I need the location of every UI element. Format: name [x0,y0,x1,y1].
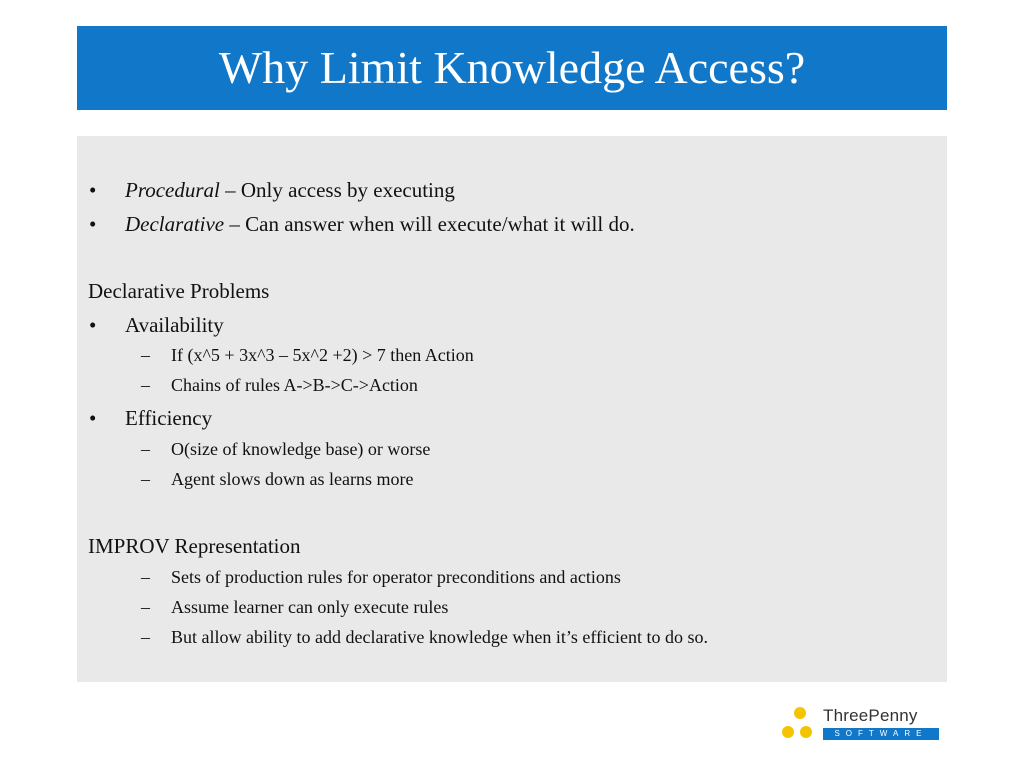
sub-item-text: Chains of rules A->B->C->Action [171,375,418,395]
dash-marker: – [141,375,150,395]
sub-item [141,469,413,490]
sub-item-text: But allow ability to add declarative knowledge when it’s efficient to do so. [171,627,709,647]
dash-marker: – [141,627,150,647]
sub-item [141,567,621,588]
term-procedural: Procedural [125,178,220,202]
sub-item-text: Agent slows down as learns more [171,469,414,489]
bullet-text: – Only access by executing [219,178,455,202]
bullet-marker: • [89,406,97,430]
dash-marker: – [141,439,150,459]
bullet-marker: • [89,313,97,337]
bullet-procedural [89,178,455,203]
sub-item [141,345,474,366]
threepenny-logo [780,704,940,744]
term-declarative: Declarative [125,212,225,236]
slide-title: Why Limit Knowledge Access? [218,42,806,93]
heading-improv-representation: IMPROV Representation [88,534,301,558]
dash-marker: – [141,567,150,587]
bullet-declarative [89,212,635,237]
sub-item [141,627,708,648]
sub-item [141,439,430,460]
sub-item [141,597,448,618]
dash-marker: – [141,345,150,365]
bullet-marker: • [89,178,97,202]
logo-subtitle: SOFTWARE [823,728,939,740]
dash-marker: – [141,469,150,489]
logo-dot [794,707,806,719]
bullet-efficiency [89,406,212,431]
bullet-availability [89,313,224,338]
title-bar [77,26,947,110]
bullet-text: – Can answer when will execute/what it will do. [224,212,635,236]
sub-item [141,375,418,396]
content-panel [77,136,947,682]
heading-declarative-problems: Declarative Problems [88,279,270,303]
dash-marker: – [141,597,150,617]
bullet-marker: • [89,212,97,236]
sub-item-text: Sets of production rules for operator preconditions and actions [171,567,621,587]
bullet-label: Availability [125,313,224,337]
sub-item-text: O(size of knowledge base) or worse [171,439,431,459]
sub-item-text: Assume learner can only execute rules [171,597,449,617]
bullet-label: Efficiency [125,406,213,430]
logo-dot [782,726,794,738]
logo-name: ThreePenny [823,706,918,725]
sub-item-text: If (x^5 + 3x^3 – 5x^2 +2) > 7 then Action [171,345,474,365]
logo-dot [800,726,812,738]
